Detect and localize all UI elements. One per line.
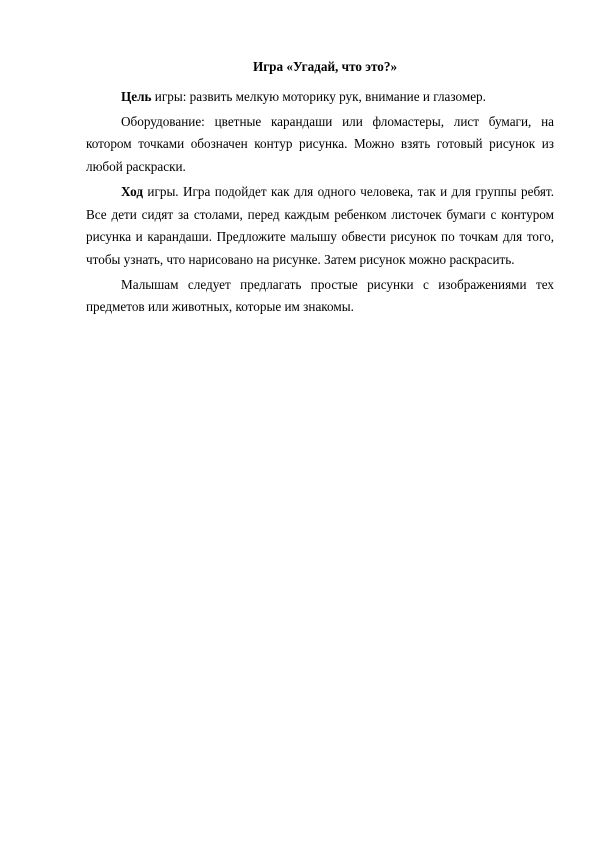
paragraph-game-course xyxy=(86,181,554,271)
paragraph-lead: Ход xyxy=(121,183,144,199)
paragraph-text: Оборудование: цветные карандаши или фломастеры, лист бумаги, на котором точками обозначен контур рисунка. Можно взять готовый рисунок из любой раскраски. xyxy=(86,113,554,174)
paragraph-advice xyxy=(86,274,554,319)
paragraph-goal xyxy=(86,86,554,109)
paragraph-text: игры. Игра подойдет как для одного человека, так и для группы ребят. Все дети сидят за столами, перед каждым ребенком листочек бумаги с контуром рисунка и карандаши. Предложите малышу обвести рисунок по точкам для того, чтобы узнать, что нарисовано на рисунке. Затем рисунок можно раскрасить. xyxy=(86,183,554,267)
paragraph-equipment xyxy=(86,111,554,179)
document-body xyxy=(86,56,554,322)
document-title: Игра «Угадай, что это?» xyxy=(252,59,398,74)
paragraph-text: игры: развить мелкую моторику рук, внимание и глазомер. xyxy=(151,88,486,104)
paragraph-text: Малышам следует предлагать простые рисунки с изображениями тех предметов или животных, которые им знакомы. xyxy=(86,276,554,315)
paragraph-lead: Цель xyxy=(121,88,152,104)
